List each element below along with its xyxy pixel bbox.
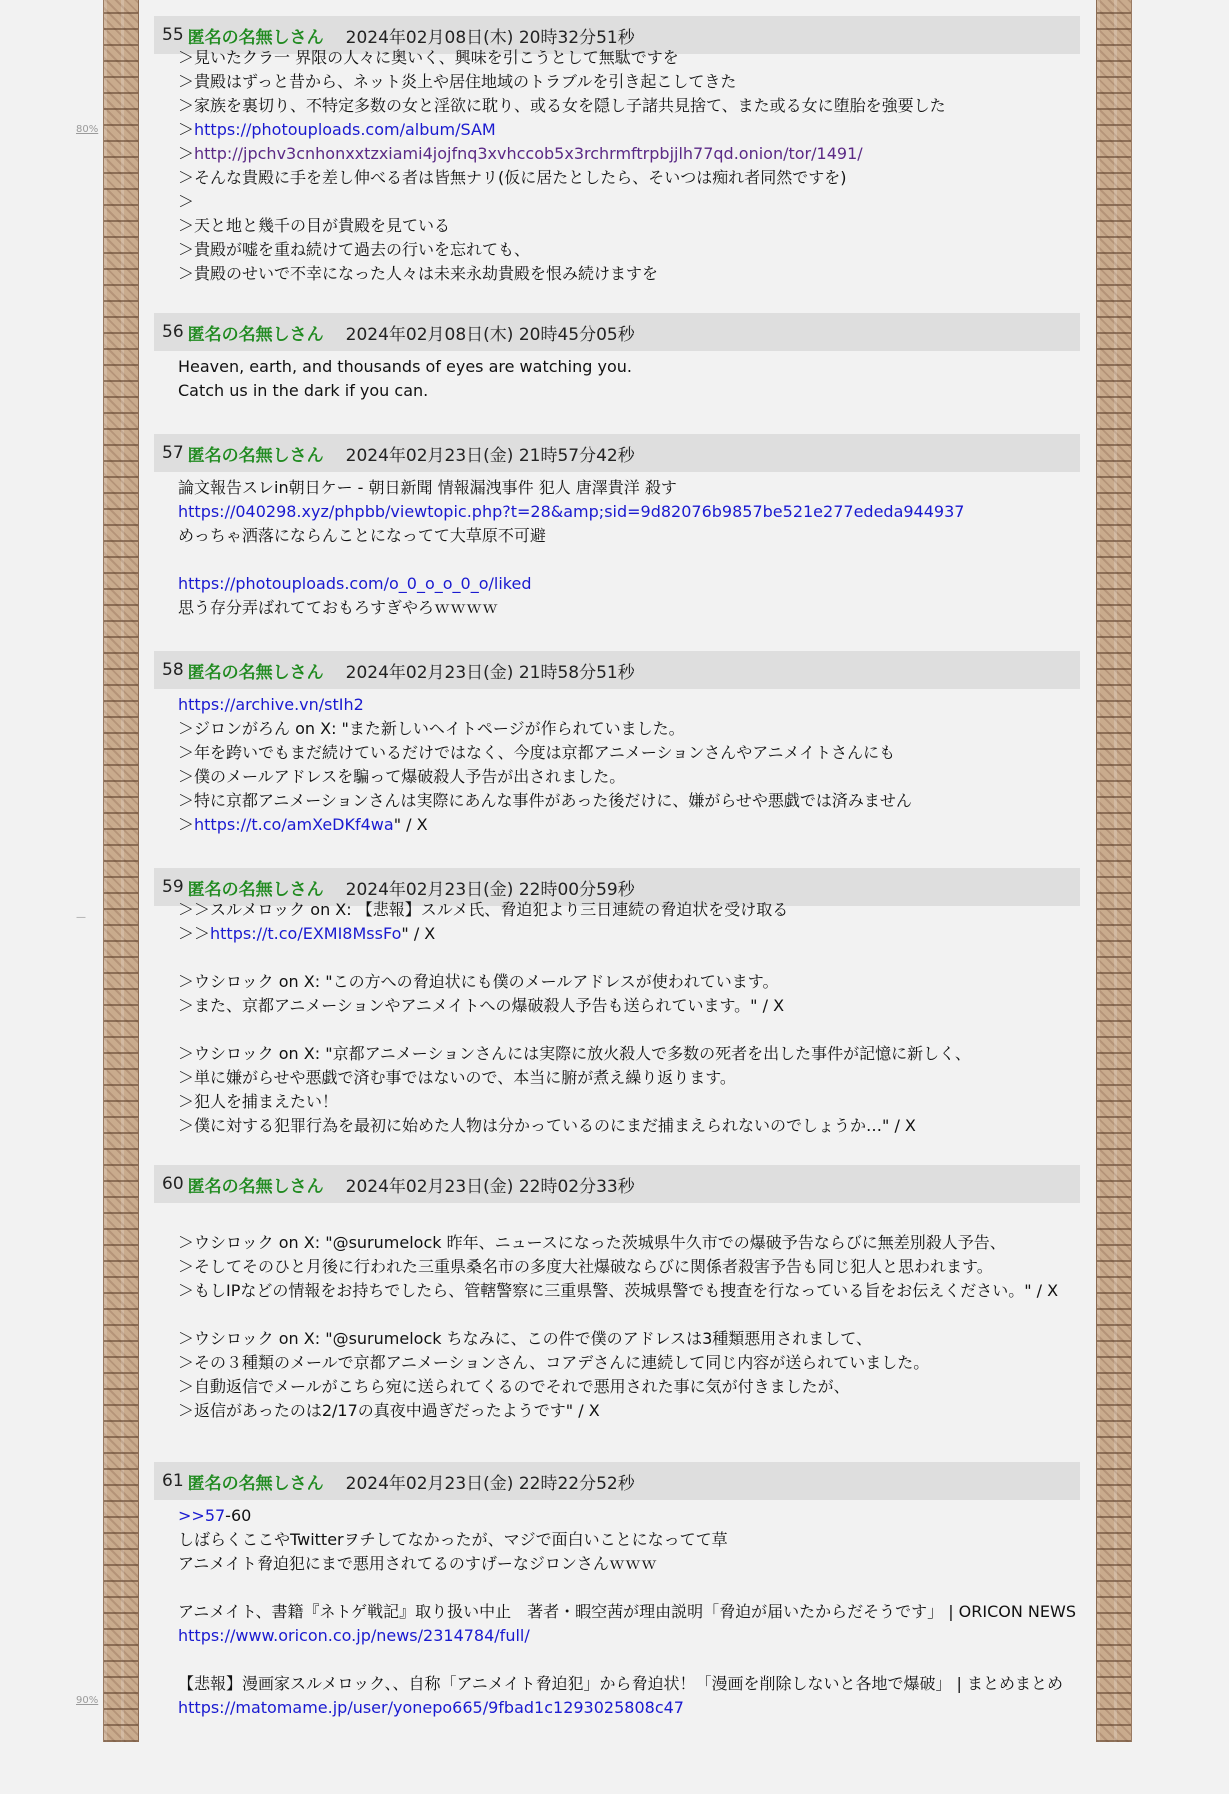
post-line: [178, 1279, 1080, 1303]
line-text: ＞犯人を捕まえたい！: [178, 1092, 339, 1111]
line-text: ＞特に京都アニメーションさんは実際にあんな事件があった後だけに、嫌がらせや悪戯では済みません: [178, 791, 912, 810]
post-line: [178, 1576, 1080, 1600]
line-text: ＞僕のメールアドレスを騙って爆破殺人予告が出されました。: [178, 767, 626, 786]
post-line: [178, 1351, 1080, 1375]
line-text: ＞ウシロック on X: "京都アニメーションさんには実際に放火殺人で多数の死者を出した事件が記憶に新しく、: [178, 1044, 971, 1063]
post-line: [178, 500, 1080, 524]
line-text-after: " / X: [401, 924, 436, 943]
post-link[interactable]: http://jpchv3cnhonxxtzxiami4jojfnq3xvhccob5x3rchrmftrpbjjlh77qd.onion/tor/1491/: [194, 144, 863, 163]
line-text: ＞＞スルメロック on X: 【悲報】スルメ氏、脅迫犯より三日連続の脅迫状を受け取る: [178, 900, 789, 919]
post-line: [178, 765, 1080, 789]
post-line: [178, 789, 1080, 813]
left-brick-border: [103, 0, 139, 1742]
post-line: [178, 142, 1080, 166]
post-line: [178, 1528, 1080, 1552]
post-body: [178, 693, 1080, 853]
line-text: ＞: [178, 815, 195, 834]
post-line: [178, 94, 1080, 118]
line-text: ＞: [178, 144, 195, 163]
line-text: 【悲報】漫画家スルメロック、、自称「アニメイト脅迫犯」から脅迫状！「漫画を削除しないと各地で爆破」 | まとめまとめ: [178, 1674, 1064, 1693]
post-link[interactable]: https://t.co/amXeDKf4wa: [194, 815, 394, 834]
post-line: [178, 946, 1080, 970]
post-line: [178, 379, 1080, 403]
post-line: [178, 717, 1080, 741]
post-date: 2024年02月23日(金) 22時02分33秒: [345, 1176, 635, 1197]
line-text: アニメイト脅迫犯にまで悪用されてるのすげーなジロンさんｗｗｗ: [178, 1554, 657, 1573]
post-link[interactable]: >>57: [178, 1506, 226, 1525]
poster-name: 匿名の名無しさん: [187, 324, 324, 345]
line-text: ＞ウシロック on X: "この方への脅迫状にも僕のメールアドレスが使われています。: [178, 972, 779, 991]
line-text: Heaven, earth, and thousands of eyes are watching you.: [178, 357, 632, 376]
line-text: ＞ジロンがろん on X: "また新しいヘイトページが作られていました。: [178, 719, 685, 738]
post-line: [178, 1504, 1080, 1528]
post-link[interactable]: https://archive.vn/stIh2: [178, 695, 364, 714]
poster-name: 匿名の名無しさん: [187, 445, 324, 466]
post-header: [154, 651, 1080, 689]
post-number[interactable]: 56: [162, 322, 184, 342]
post-line: [178, 1255, 1080, 1279]
line-text: 思う存分弄ばれてておもろすぎやろｗｗｗｗ: [178, 598, 499, 617]
line-text: ＞貴殿が嘘を重ね続けて過去の行いを忘れても、: [178, 240, 531, 259]
line-text: ＞見いたクラ一 界限の人々に奥いく、興味を引こうとして無駄ですを: [178, 48, 679, 67]
post: [154, 868, 1080, 1154]
line-text: ＞そしてそのひと月後に行われた三重県桑名市の多度大社爆破ならびに関係者殺害予告も同じ犯人と思われます。: [178, 1257, 993, 1276]
post: [154, 313, 1080, 415]
post-body: [178, 476, 1080, 636]
post-line: [178, 1399, 1080, 1423]
post-line: [178, 548, 1080, 572]
post: [154, 1462, 1080, 1794]
post-line: [178, 1552, 1080, 1576]
post-body: [178, 1504, 1080, 1794]
line-text: ＞貴殿のせいで不幸になった人々は未来永劫貴殿を恨み続けますを: [178, 264, 659, 283]
post-body: [178, 900, 1080, 1154]
post-line: [178, 1600, 1080, 1624]
post-line: [178, 994, 1080, 1018]
post-body: [178, 355, 1080, 415]
line-text: めっちゃ洒落にならんことになってて大草原不可避: [178, 526, 546, 545]
poster-name: 匿名の名無しさん: [187, 27, 324, 48]
post-line: [178, 46, 1080, 70]
post-body: [178, 48, 1080, 294]
post-link[interactable]: https://040298.xyz/phpbb/viewtopic.php?t=28&amp;sid=9d82076b9857be521e277ededa944937: [178, 502, 965, 521]
post-line: [178, 1042, 1080, 1066]
post-date: 2024年02月23日(金) 21時57分42秒: [345, 445, 635, 466]
line-text: ＞: [178, 120, 195, 139]
post-line: [178, 262, 1080, 286]
post-line: [178, 70, 1080, 94]
post-date: 2024年02月08日(木) 20時32分51秒: [345, 27, 635, 48]
post-line: [178, 1018, 1080, 1042]
post-date: 2024年02月23日(金) 22時22分52秒: [345, 1473, 635, 1494]
line-text: ＞単に嫌がらせや悪戯で済む事ではないので、本当に腑が煮え繰り返ります。: [178, 1068, 736, 1087]
post-line: [178, 1207, 1080, 1231]
line-text: ＞天と地と幾千の目が貴殿を見ている: [178, 216, 451, 235]
post-number[interactable]: 59: [162, 877, 184, 897]
post-number[interactable]: 60: [162, 1174, 184, 1194]
post-line: [178, 741, 1080, 765]
post-link[interactable]: https://photouploads.com/o_0_o_o_0_o/liked: [178, 574, 532, 593]
line-text: ＞ウシロック on X: "@surumelock 昨年、ニュースになった茨城県牛久市での爆破予告ならびに無差別殺人予告、: [178, 1233, 1006, 1252]
post-line: [178, 693, 1080, 717]
post-line: [178, 355, 1080, 379]
post-number[interactable]: 57: [162, 443, 184, 463]
page-marker-dash: —: [76, 912, 86, 923]
post-line: [178, 1327, 1080, 1351]
line-text: ＞もしIPなどの情報をお持ちでしたら、管轄警察に三重県警、茨城県警でも捜査を行なっている旨をお伝えください。" / X: [178, 1281, 1059, 1300]
poster-name: 匿名の名無しさん: [187, 1176, 324, 1197]
poster-name: 匿名の名無しさん: [187, 1473, 324, 1494]
post-line: [178, 238, 1080, 262]
post-number[interactable]: 61: [162, 1471, 184, 1491]
post-line: [178, 190, 1080, 214]
right-brick-border: [1096, 0, 1132, 1742]
post-line: [178, 524, 1080, 548]
line-text: Catch us in the dark if you can.: [178, 381, 429, 400]
line-text: 論文報告スレin朝日ケー - 朝日新聞 情報漏洩事件 犯人 唐澤貴洋 殺す: [178, 478, 677, 497]
line-text-after: -60: [225, 1506, 252, 1525]
post-link[interactable]: https://t.co/EXMI8MssFo: [210, 924, 402, 943]
post-line: [178, 1114, 1080, 1138]
post: [154, 651, 1080, 853]
line-text-after: " / X: [393, 815, 428, 834]
poster-name: 匿名の名無しさん: [187, 662, 324, 683]
post-line: [178, 596, 1080, 620]
post-line: [178, 118, 1080, 142]
post-header: [154, 1165, 1080, 1203]
post: [154, 1165, 1080, 1447]
post-line: [178, 813, 1080, 837]
line-text: ＞家族を裏切り、不特定多数の女と淫欲に耽り、或る女を隠し子諸共見捨て、また或る女に堕胎を強要した: [178, 96, 946, 115]
post-line: [178, 1648, 1080, 1672]
page-marker-90[interactable]: 90%: [76, 1695, 99, 1706]
post-line: [178, 1090, 1080, 1114]
line-text: ＞そんな貴殿に手を差し伸べる者は皆無ナリ(仮に居たとしたら、そいつは痴れ者同然ですを): [178, 168, 847, 187]
line-text: しばらくここやTwitterヲチしてなかったが、マジで面白いことになってて草: [178, 1530, 728, 1549]
post-line: [178, 1375, 1080, 1399]
post-date: 2024年02月23日(金) 21時58分51秒: [345, 662, 635, 683]
post-header: [154, 313, 1080, 351]
post: [154, 16, 1080, 294]
post: [154, 434, 1080, 636]
line-text: ＞また、京都アニメーションやアニメイトへの爆破殺人予告も送られています。" / X: [178, 996, 785, 1015]
post-line: [178, 166, 1080, 190]
line-text: ＞貴殿はずっと昔から、ネット炎上や居住地域のトラブルを引き起こしてきた: [178, 72, 737, 91]
line-text: ＞ウシロック on X: "@surumelock ちなみに、この件で僕のアドレスは3種類悪用されまして、: [178, 1329, 872, 1348]
line-text: ＞自動返信でメールがこちら宛に送られてくるのでそれで悪用された事に気が付きましたが、: [178, 1377, 850, 1396]
post-line: [178, 970, 1080, 994]
page-marker-80[interactable]: 80%: [76, 124, 99, 135]
post-line: [178, 1066, 1080, 1090]
post-link[interactable]: https://photouploads.com/album/SAM: [194, 120, 496, 139]
post-line: [178, 922, 1080, 946]
post-line: [178, 214, 1080, 238]
post-line: [178, 898, 1080, 922]
post-date: 2024年02月08日(木) 20時45分05秒: [345, 324, 635, 345]
post-line: [178, 1303, 1080, 1327]
line-text: アニメイト、書籍『ネトゲ戦記』取り扱い中止 著者・暇空茜が理由説明「脅迫が届いたからだそうです」 | ORICON NEWS: [178, 1602, 1076, 1621]
post-line: [178, 1672, 1080, 1696]
line-text: ＞僕に対する犯罪行為を最初に始めた人物は分かっているのにまだ捕まえられないのでしょうか…" / X: [178, 1116, 916, 1135]
post-line: [178, 572, 1080, 596]
post-number[interactable]: 58: [162, 660, 184, 680]
line-text: ＞その３種類のメールで京都アニメーションさん、コアデさんに連続して同じ内容が送られていました。: [178, 1353, 930, 1372]
post-line: [178, 1696, 1080, 1720]
post-date: 2024年02月23日(金) 22時00分59秒: [345, 879, 635, 900]
post-link[interactable]: https://www.oricon.co.jp/news/2314784/full/: [178, 1626, 530, 1645]
line-text: ＞＞: [178, 924, 211, 943]
post-line: [178, 476, 1080, 500]
post-body: [178, 1207, 1080, 1447]
post-header: [154, 1462, 1080, 1500]
post-line: [178, 1231, 1080, 1255]
line-text: ＞返信があったのは2/17の真夜中過ぎだったようです" / X: [178, 1401, 600, 1420]
poster-name: 匿名の名無しさん: [187, 879, 324, 900]
post-link[interactable]: https://matomame.jp/user/yonepo665/9fbad1c1293025808c47: [178, 1698, 684, 1717]
post-header: [154, 434, 1080, 472]
post-line: [178, 1624, 1080, 1648]
line-text: ＞年を跨いでもまだ続けているだけではなく、今度は京都アニメーションさんやアニメイトさんにも: [178, 743, 896, 762]
line-text: ＞: [178, 192, 195, 211]
post-number[interactable]: 55: [162, 25, 184, 45]
